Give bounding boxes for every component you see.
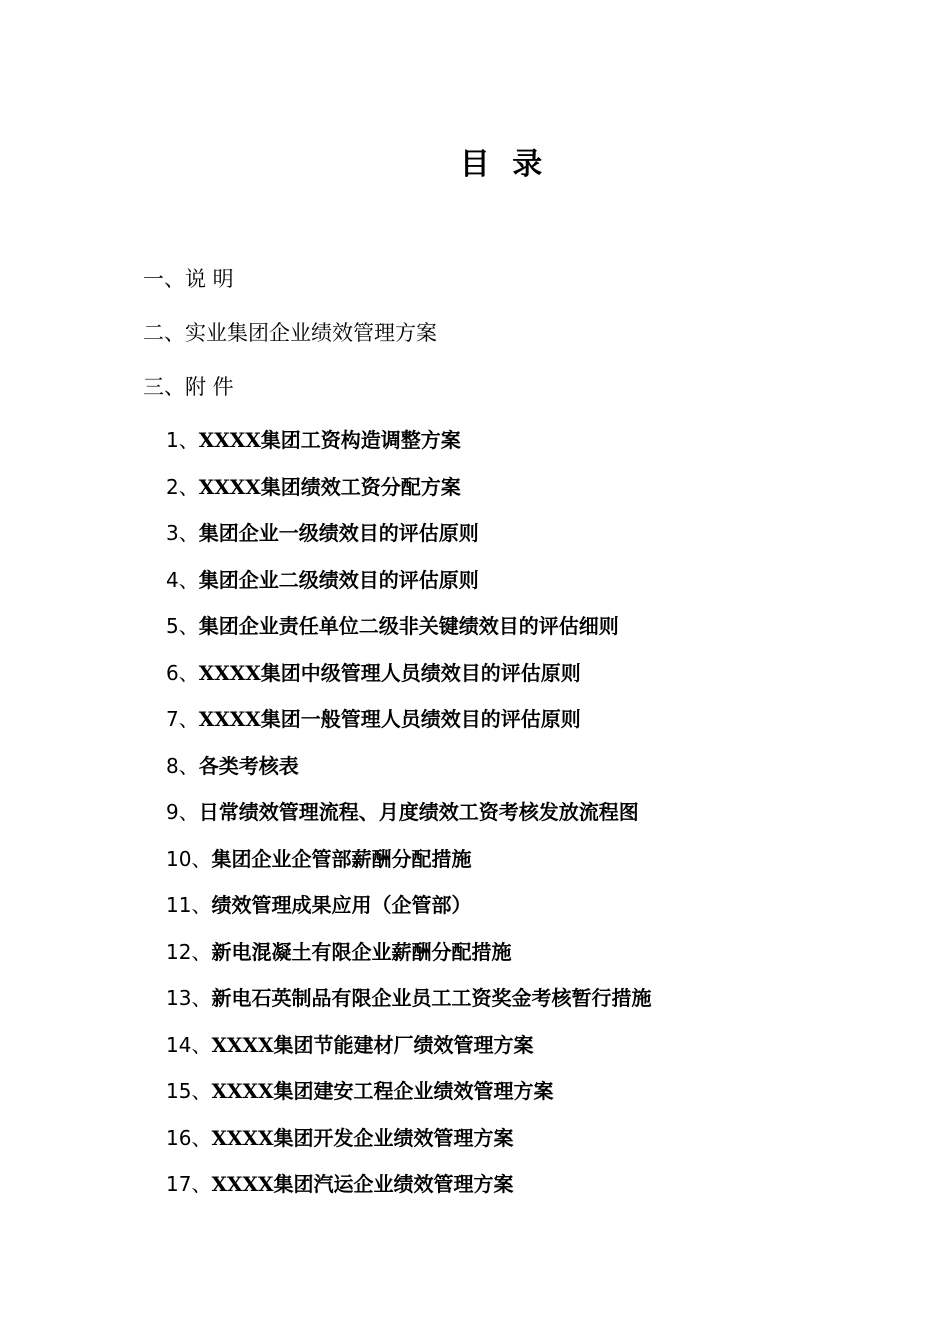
- toc-attachment-item: [166, 981, 651, 1015]
- toc-attachment-item: [166, 795, 651, 829]
- toc-main-list: [143, 262, 437, 424]
- item-text: 集团企业二级绩效目的评估原则: [198, 567, 479, 592]
- item-text: XXXX集团汽运企业绩效管理方案: [211, 1172, 514, 1196]
- item-text: XXXX集团节能建材厂绩效管理方案: [211, 1032, 534, 1057]
- item-text: 集团企业一级绩效目的评估原则: [198, 521, 479, 545]
- toc-main-item: 三、附 件: [143, 375, 234, 399]
- page-title: 目 录: [459, 147, 549, 182]
- toc-attachment-item: [166, 842, 651, 876]
- item-text: 绩效管理成果应用（企管部）: [211, 893, 472, 917]
- item-number: 17、: [166, 1172, 212, 1196]
- item-number: 2、: [166, 474, 199, 499]
- item-number: 15、: [166, 1079, 212, 1103]
- toc-attachment-item: [166, 935, 651, 969]
- toc-attachment-item: [166, 749, 651, 783]
- toc-attachment-item: [166, 656, 651, 690]
- toc-attachment-item: [166, 1167, 651, 1201]
- item-number: 5、: [166, 614, 199, 638]
- item-text: 新电石英制品有限企业员工工资奖金考核暂行措施: [211, 986, 652, 1010]
- toc-attachment-item: [166, 1074, 651, 1108]
- toc-attachment-item: [166, 516, 651, 550]
- item-number: 3、: [166, 521, 199, 545]
- item-number: 12、: [166, 939, 212, 964]
- item-text: 新电混凝土有限企业薪酬分配措施: [211, 939, 512, 964]
- item-text: XXXX集团中级管理人员绩效目的评估原则: [198, 660, 581, 685]
- item-number: 7、: [166, 707, 199, 731]
- item-text: 集团企业企管部薪酬分配措施: [211, 846, 472, 871]
- item-number: 4、: [166, 567, 199, 592]
- toc-attachment-item: [166, 1028, 651, 1062]
- toc-attachment-item: [166, 470, 651, 504]
- item-number: 8、: [166, 753, 199, 778]
- toc-main-item: 一、说 明: [143, 267, 234, 291]
- item-text: XXXX集团建安工程企业绩效管理方案: [211, 1079, 554, 1103]
- item-text: XXXX集团工资构造调整方案: [198, 428, 461, 452]
- item-number: 16、: [166, 1125, 212, 1150]
- item-text: 各类考核表: [198, 753, 299, 778]
- item-number: 11、: [166, 893, 212, 917]
- item-number: 9、: [166, 800, 199, 824]
- item-text: 日常绩效管理流程、月度绩效工资考核发放流程图: [198, 800, 639, 824]
- toc-attachment-item: [166, 702, 651, 736]
- toc-attachment-item: [166, 888, 651, 922]
- item-number: 14、: [166, 1032, 212, 1057]
- item-number: 6、: [166, 660, 199, 685]
- toc-main-item: 二、实业集团企业绩效管理方案: [143, 321, 437, 345]
- item-text: 集团企业责任单位二级非关键绩效目的评估细则: [198, 614, 619, 638]
- toc-attachment-item: [166, 1121, 651, 1155]
- item-number: 1、: [166, 428, 199, 452]
- toc-attachment-item: [166, 609, 651, 643]
- toc-attachment-item: [166, 423, 651, 457]
- toc-attachment-item: [166, 563, 651, 597]
- item-number: 10、: [166, 846, 212, 871]
- item-text: XXXX集团一般管理人员绩效目的评估原则: [198, 707, 581, 731]
- item-text: XXXX集团开发企业绩效管理方案: [211, 1125, 514, 1150]
- item-number: 13、: [166, 986, 212, 1010]
- toc-attachment-list: [166, 423, 651, 1214]
- item-text: XXXX集团绩效工资分配方案: [198, 474, 461, 499]
